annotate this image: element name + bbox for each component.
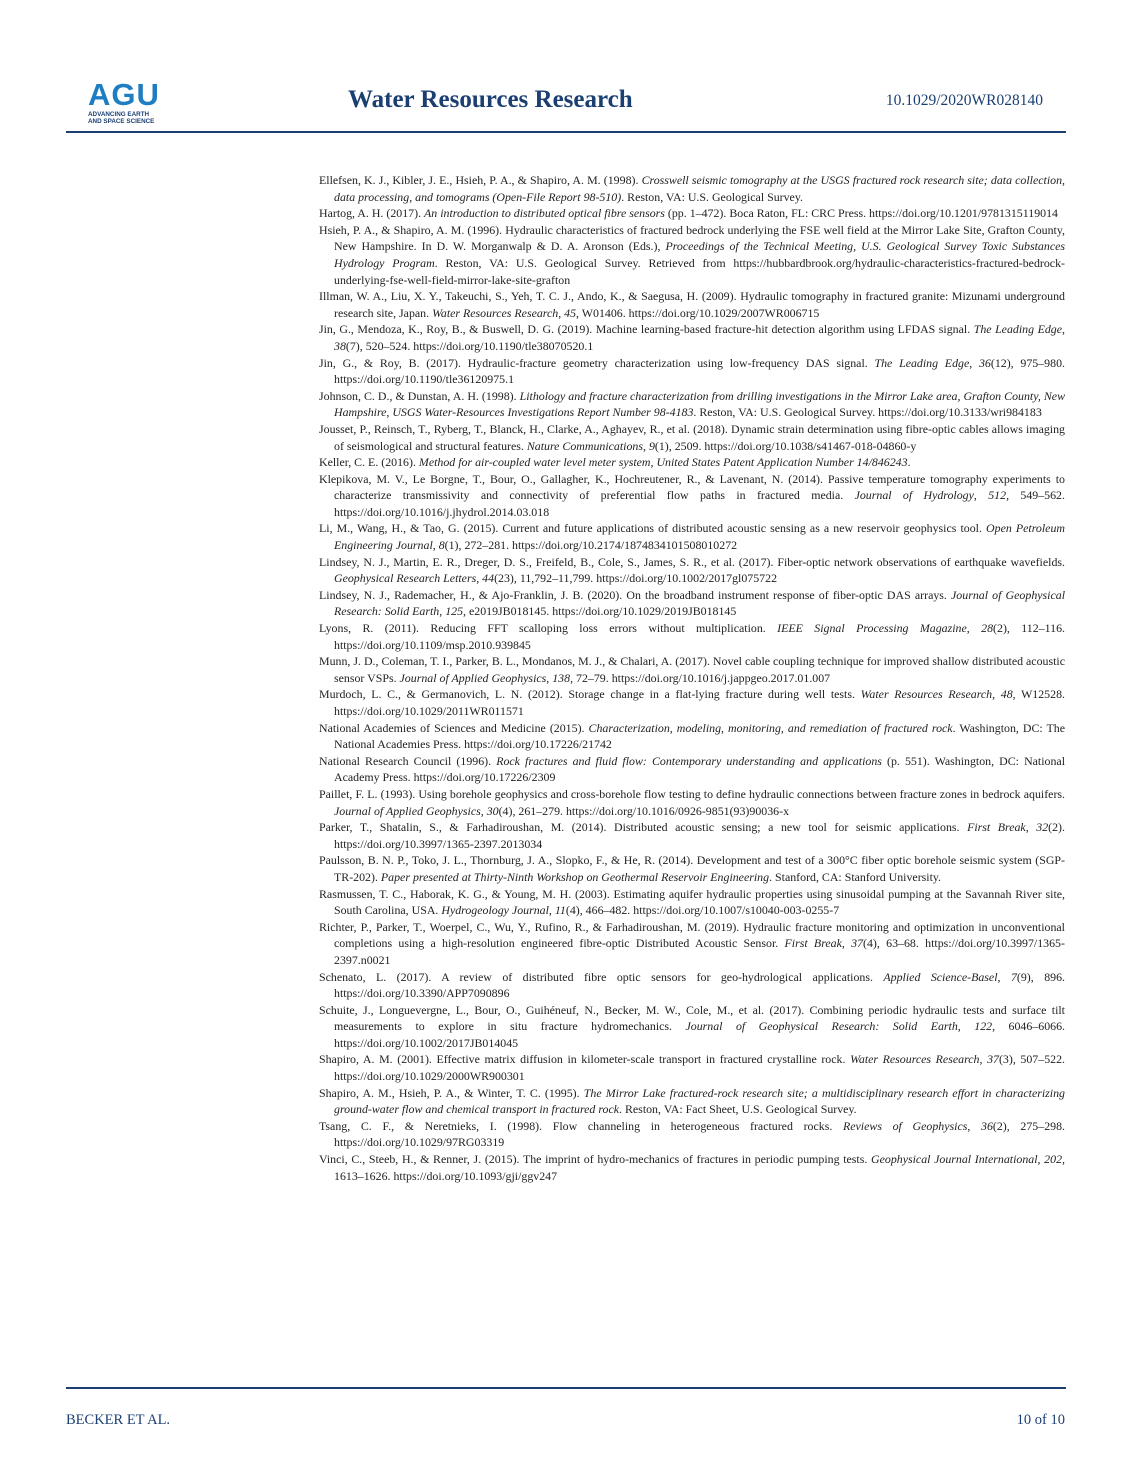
reference-entry: [319, 653, 1065, 686]
reference-italic-text: Journal of Geophysical Research: Solid Earth: [334, 587, 1065, 619]
reference-text: ,: [546, 670, 553, 685]
reference-text: ,: [432, 538, 439, 553]
reference-text: (2). https://doi.org/10.3997/1365-2397.2013034: [334, 820, 1065, 851]
reference-entry: [319, 172, 1065, 205]
reference-text: (2), 112–116. https://doi.org/10.1109/msp.2010.939845: [334, 621, 1065, 652]
agu-logo: [88, 77, 168, 125]
reference-text: Jin, G., & Roy, B. (2017). Hydraulic-fracture geometry characterization using low-frequency DAS signal.: [319, 355, 875, 370]
reference-text: Tsang, C. F., & Neretnieks, I. (1998). Flow channeling in heterogeneous fractured rocks.: [319, 1118, 843, 1133]
reference-entry: [319, 753, 1065, 786]
reference-text: Jousset, P., Reinsch, T., Ryberg, T., Blanck, H., Clarke, A., Aghayev, R., et al. (2018). Dynamic strain determination using fibre-optic cables allows imaging of seismological and structural features.: [319, 421, 1065, 453]
page-number: 10 of 10: [1016, 1412, 1065, 1428]
reference-text: , 6046–6066. https://doi.org/10.1002/2017JB014045: [334, 1019, 1066, 1050]
reference-text: (3), 507–522. https://doi.org/10.1029/2000WR900301: [334, 1052, 1066, 1084]
reference-text: Shapiro, A. M., Hsieh, P. A., & Winter, T. C. (1995).: [319, 1085, 584, 1100]
reference-entry: [319, 454, 1065, 471]
reference-text: ,: [841, 936, 852, 951]
agu-logo-tagline: [88, 111, 168, 125]
reference-text: ,: [1037, 1152, 1045, 1167]
reference-text: (2), 275–298. https://doi.org/10.1029/97RG03319: [334, 1118, 1066, 1150]
reference-text: Lindsey, N. J., Martin, E. R., Dreger, D. S., Freifeld, B., Cole, S., James, S. R., et al. (2017). Fiber-optic network observations of earthquake wavefields.: [319, 554, 1065, 569]
reference-italic-text: Characterization, modeling, monitoring, and remediation of fractured rock: [588, 720, 953, 735]
reference-text: ,: [642, 438, 649, 453]
reference-text: . Reston, VA: U.S. Geological Survey. https://doi.org/10.3133/wri984183: [693, 405, 1042, 420]
reference-text: Rasmussen, T. C., Haborak, K. G., & Young, M. H. (2003). Estimating aquifer hydraulic properties using sinusoidal pumping at the Savannah River site, South Carolina, USA.: [319, 886, 1065, 918]
agu-logo-mark: AGU: [88, 77, 160, 112]
reference-text: (12), 975–980. https://doi.org/10.1190/tle36120975.1: [334, 355, 1065, 387]
reference-italic-text: Method for air-coupled water level meter system, United States Patent Application Number 14/846243: [418, 455, 908, 470]
reference-text: Li, M., Wang, H., & Tao, G. (2015). Current and future applications of distributed acoustic sensing as a new reservoir geophysics tool.: [319, 521, 987, 536]
reference-italic-text: Water Resources Research: [860, 687, 993, 702]
reference-text: . Washington, DC: The National Academies Press. https://doi.org/10.17226/21742: [334, 720, 1065, 752]
reference-italic-text: The Leading Edge: [874, 355, 970, 370]
reference-entry: [319, 1002, 1065, 1052]
header-rule: [66, 131, 1066, 133]
reference-italic-text: 11: [554, 903, 566, 918]
journal-title: Water Resources Research: [348, 86, 633, 113]
reference-list: [319, 172, 1065, 1184]
reference-text: Munn, J. D., Coleman, T. I., Parker, B. L., Mondanos, M. J., & Chalari, A. (2017). Novel cable coupling technique for improved shallow distributed acoustic sensor VSPs.: [319, 654, 1065, 685]
reference-text: Klepikova, M. V., Le Borgne, T., Bour, O., Gallagher, K., Hochreutener, R., & Lavenant, N. (2014). Passive temperature tomography experiments to characterize transmissivity and connectivity of preferential flow paths in fractured media.: [319, 471, 1065, 503]
reference-text: Ellefsen, K. J., Kibler, J. E., Hsieh, P. A., & Shapiro, A. M. (1998).: [319, 173, 642, 187]
reference-italic-text: First Break: [784, 936, 842, 951]
reference-italic-text: 38: [334, 338, 346, 353]
reference-italic-text: Crosswell seismic tomography at the USGS fractured rock research site; data collection, data processing, and tomograms (Open-File Report 98-510): [334, 173, 1065, 204]
reference-text: (pp. 1–472). Boca Raton, FL: CRC Press. https://doi.org/10.1201/9781315119014: [664, 206, 1058, 221]
reference-entry: [319, 686, 1065, 719]
reference-text: Lindsey, N. J., Rademacher, H., & Ajo-Franklin, J. B. (2020). On the broadband instrument response of fiber-optic DAS arrays.: [319, 587, 952, 602]
footer-rule: [66, 1387, 1066, 1389]
reference-entry: [319, 969, 1065, 1002]
reference-text: Parker, T., Shatalin, S., & Farhadiroushan, M. (2014). Distributed acoustic sensing; a new tool for seismic applications.: [319, 820, 968, 835]
reference-text: (p. 551). Washington, DC: National Academy Press. https://doi.org/10.17226/2309: [334, 753, 1066, 785]
reference-entry: [319, 471, 1065, 521]
reference-italic-text: 138: [552, 670, 571, 685]
reference-text: . Reston, VA: U.S. Geological Survey.: [621, 189, 803, 204]
reference-italic-text: 202: [1044, 1152, 1063, 1167]
reference-text: ,: [558, 305, 565, 320]
reference-text: (1), 272–281. https://doi.org/10.2174/1874834101508010272: [444, 538, 738, 553]
reference-entry: [319, 321, 1065, 354]
reference-italic-text: 45: [564, 305, 577, 320]
reference-italic-text: 36: [981, 1118, 993, 1133]
reference-text: Richter, P., Parker, T., Woerpel, C., Wu, Y., Rufino, R., & Farhadiroushan, M. (2019). Hydraulic fracture monitoring and optimization in unconventional completions using a high-resolution engineered fibre-optic Distributed Acoustic Sensor.: [319, 919, 1065, 951]
reference-entry: [319, 1085, 1065, 1118]
reference-italic-text: 44: [482, 571, 495, 586]
reference-text: Paillet, F. L. (1993). Using borehole geophysics and cross-borehole flow testing to define hydraulic connections between fracture zones in bedrock aquifers.: [319, 786, 1065, 801]
reference-italic-text: 30: [486, 803, 499, 818]
reference-text: ,: [1062, 322, 1065, 337]
reference-italic-text: 7: [1010, 969, 1017, 984]
reference-entry: [319, 919, 1065, 969]
reference-text: ,: [973, 488, 989, 503]
reference-text: Schuite, J., Longuevergne, L., Bour, O., Guihéneuf, N., Becker, M. W., Cole, M., et al. (2017). Combining periodic hydraulic tests and surface tilt measurements to explore in situ fracture hydromechanics.: [319, 1002, 1065, 1034]
reference-text: ,: [439, 604, 446, 619]
reference-italic-text: Journal of Applied Geophysics: [399, 670, 547, 685]
reference-italic-text: 512: [988, 488, 1007, 503]
reference-text: National Research Council (1996).: [319, 753, 497, 768]
reference-entry: [319, 288, 1065, 321]
reference-italic-text: Journal of Applied Geophysics: [334, 803, 481, 818]
reference-italic-text: The Leading Edge: [973, 322, 1062, 337]
reference-text: Jin, G., Mendoza, K., Roy, B., & Buswell, D. G. (2019). Machine learning-based fracture-hit detection algorithm using LFDAS signal.: [319, 322, 974, 337]
reference-text: Vinci, C., Steeb, H., & Renner, J. (2015). The imprint of hydro-mechanics of fractures in periodic pumping tests.: [319, 1152, 872, 1167]
reference-italic-text: 8: [438, 538, 445, 553]
reference-text: Shapiro, A. M. (2001). Effective matrix diffusion in kilometer-scale transport in fractured crystalline rock.: [319, 1052, 851, 1067]
reference-text: , 72–79. https://doi.org/10.1016/j.jappgeo.2017.01.007: [570, 670, 831, 685]
reference-italic-text: Journal of Geophysical Research: Solid Earth: [685, 1019, 958, 1034]
reference-text: , 1613–1626. https://doi.org/10.1093/gji/ggv247: [334, 1152, 1065, 1183]
reference-italic-text: Open Petroleum Engineering Journal: [334, 521, 1065, 553]
reference-entry: [319, 1051, 1065, 1084]
agu-logo-tagline-line2: AND SPACE SCIENCE: [88, 118, 155, 125]
reference-text: Hartog, A. H. (2017).: [319, 206, 425, 221]
reference-text: (7), 520–524. https://doi.org/10.1190/tle38070520.1: [345, 338, 594, 353]
reference-text: ,: [1025, 820, 1037, 835]
reference-italic-text: Water Resources Research: [432, 305, 559, 320]
reference-text: ,: [967, 1118, 982, 1133]
reference-italic-text: 9: [648, 438, 655, 453]
reference-text: , W01406. https://doi.org/10.1029/2007WR006715: [576, 305, 820, 320]
reference-text: (9), 896. https://doi.org/10.3390/APP7090896: [334, 969, 1065, 1001]
reference-entry: [319, 620, 1065, 653]
reference-text: , 549–562. https://doi.org/10.1016/j.jhydrol.2014.03.018: [334, 488, 1065, 519]
reference-entry: [319, 886, 1065, 919]
reference-text: Hsieh, P. A., & Shapiro, A. M. (1996). Hydraulic characteristics of fractured bedrock underlying the FSE well field at the Mirror Lake Site, Grafton County, New Hampshire. In D. W. Morganwalp & D. A. Aronson (Eds.),: [319, 222, 1065, 254]
reference-text: Paulsson, B. N. P., Toko, J. L., Thornburg, J. A., Slopko, F., & He, R. (2014). Development and test of a 300°C fiber optic borehole seismic system (SGP-TR-202).: [319, 853, 1065, 884]
reference-italic-text: An introduction to distributed optical fibre sensors: [424, 206, 665, 221]
reference-italic-text: 36: [978, 355, 991, 370]
reference-text: , e2019JB018145. https://doi.org/10.1029/2019JB018145: [463, 604, 737, 619]
reference-entry: [319, 1118, 1065, 1151]
agu-logo-tagline-line1: ADVANCING EARTH: [88, 111, 150, 118]
reference-text: ,: [969, 355, 979, 370]
reference-text: (1), 2509. https://doi.org/10.1038/s41467-018-04860-y: [654, 438, 917, 453]
reference-entry: [319, 355, 1065, 388]
reference-entry: [319, 786, 1065, 819]
reference-entry: [319, 222, 1065, 288]
reference-italic-text: Water Resources Research: [850, 1052, 980, 1067]
reference-text: ,: [548, 903, 555, 918]
reference-italic-text: 37: [851, 936, 864, 951]
reference-text: Lyons, R. (2011). Reducing FFT scalloping loss errors without multiplication.: [319, 621, 778, 636]
reference-italic-text: First Break: [967, 820, 1026, 835]
reference-italic-text: 37: [987, 1052, 999, 1067]
reference-entry: [319, 852, 1065, 885]
reference-text: . Reston, VA: Fact Sheet, U.S. Geological Survey.: [619, 1102, 857, 1117]
reference-text: National Academies of Sciences and Medicine (2015).: [319, 720, 589, 735]
reference-entry: [319, 205, 1065, 222]
reference-italic-text: 28: [981, 621, 994, 636]
reference-italic-text: Proceedings of the Technical Meeting, U.S. Geological Survey Toxic Substances Hydrology Program: [334, 239, 1065, 270]
reference-entry: [319, 421, 1065, 454]
reference-entry: [319, 520, 1065, 553]
reference-text: (23), 11,792–11,799. https://doi.org/10.1002/2017gl075722: [494, 571, 778, 586]
footer-authors: BECKER ET AL.: [66, 1412, 171, 1428]
reference-text: , W12528. https://doi.org/10.1029/2011WR011571: [334, 687, 1065, 718]
reference-italic-text: Hydrogeology Journal: [441, 903, 549, 918]
reference-text: . Reston, VA: U.S. Geological Survey. Retrieved from https://hubbardbrook.org/hydraulic-characteristics-fractured-bedrock-underlying-fse-well-field-mirror-lake-site-grafton: [334, 255, 1065, 287]
reference-italic-text: IEEE Signal Processing Magazine: [777, 621, 967, 636]
reference-entry: [319, 1151, 1065, 1184]
reference-text: ,: [997, 969, 1011, 984]
reference-italic-text: 122: [974, 1019, 993, 1034]
reference-text: ,: [476, 571, 483, 586]
reference-italic-text: Rock fractures and fluid flow: Contemporary understanding and applications: [496, 753, 882, 768]
reference-entry: [319, 554, 1065, 587]
reference-text: Johnson, C. D., & Dunstan, A. H. (1998).: [319, 388, 520, 403]
reference-text: Keller, C. E. (2016).: [319, 455, 419, 470]
reference-text: ,: [979, 1052, 988, 1067]
article-doi: 10.1029/2020WR028140: [885, 92, 1043, 109]
reference-text: (4), 63–68. https://doi.org/10.3997/1365-2397.n0021: [334, 936, 1065, 967]
reference-italic-text: Paper presented at Thirty-Ninth Workshop on Geothermal Reservoir Engineering: [380, 869, 770, 884]
reference-text: Illman, W. A., Liu, X. Y., Takeuchi, S., Yeh, T. C. J., Ando, K., & Saegusa, H. (2009). Hydraulic tomography in fractured granite: Mizunami underground research site, Japan.: [319, 289, 1065, 320]
reference-text: ,: [957, 1019, 975, 1034]
reference-italic-text: Journal of Hydrology: [854, 488, 974, 503]
reference-entry: [319, 720, 1065, 753]
reference-text: .: [907, 455, 911, 470]
reference-italic-text: Geophysical Research Letters: [334, 571, 477, 586]
reference-entry: [319, 388, 1065, 421]
reference-text: . Stanford, CA: Stanford University.: [769, 869, 942, 884]
reference-italic-text: 125: [445, 604, 464, 619]
reference-text: (4), 466–482. https://doi.org/10.1007/s10040-003-0255-7: [565, 903, 840, 918]
reference-text: ,: [992, 687, 1001, 702]
reference-entry: [319, 587, 1065, 620]
reference-italic-text: Applied Science-Basel: [883, 969, 998, 984]
reference-italic-text: 32: [1036, 820, 1049, 835]
reference-text: ,: [966, 621, 982, 636]
reference-italic-text: The Mirror Lake fractured-rock research site; a multidisciplinary research effort in characterizing ground-water flow and chemical transport in fractured rock: [334, 1085, 1065, 1117]
reference-text: ,: [480, 803, 487, 818]
reference-italic-text: Reviews of Geophysics: [842, 1118, 968, 1133]
reference-italic-text: Geophysical Journal International: [871, 1152, 1038, 1167]
reference-text: Murdoch, L. C., & Germanovich, L. N. (2012). Storage change in a flat-lying fracture during well tests.: [319, 687, 861, 702]
reference-italic-text: Lithology and fracture characterization from drilling investigations in the Mirror Lake area, Grafton County, New Hampshire, USGS Water-Resources Investigations Report Number 98-4183: [334, 388, 1065, 420]
reference-text: Schenato, L. (2017). A review of distributed fibre optic sensors for geo-hydrological applications.: [319, 969, 884, 984]
reference-text: (4), 261–279. https://doi.org/10.1016/0926-9851(93)90036-x: [498, 803, 790, 818]
reference-italic-text: Nature Communications: [526, 438, 643, 453]
reference-entry: [319, 819, 1065, 852]
reference-italic-text: 48: [1000, 687, 1013, 702]
